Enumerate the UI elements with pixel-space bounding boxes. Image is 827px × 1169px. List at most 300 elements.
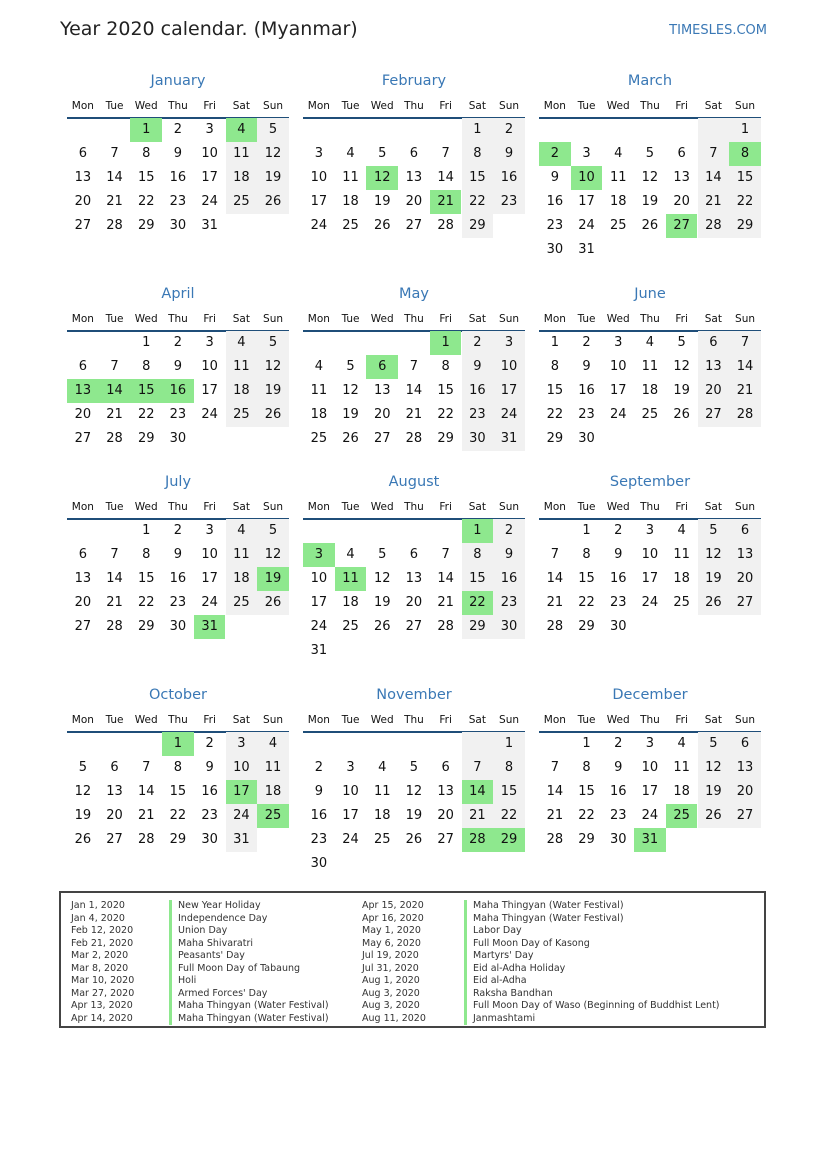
day-cell[interactable]: 31 bbox=[201, 218, 218, 233]
day-cell[interactable]: 21 bbox=[546, 595, 564, 610]
day-cell[interactable]: 2 bbox=[614, 736, 623, 751]
day-cell[interactable]: 30 bbox=[462, 427, 494, 451]
day-cell[interactable]: 20 bbox=[74, 194, 92, 209]
day-cell[interactable]: 11 bbox=[226, 543, 258, 567]
day-cell[interactable]: 27 bbox=[698, 403, 730, 427]
day-cell[interactable]: 4 bbox=[645, 335, 655, 350]
day-cell[interactable]: 25 bbox=[641, 407, 659, 422]
day-cell[interactable]: 25 bbox=[373, 832, 391, 847]
day-cell[interactable]: 21 bbox=[106, 595, 123, 610]
day-cell[interactable]: 9 bbox=[462, 355, 494, 379]
day-cell[interactable]: 25 bbox=[342, 619, 359, 634]
day-cell[interactable]: 6 bbox=[441, 760, 450, 775]
day-cell[interactable]: 30 bbox=[578, 431, 595, 446]
day-cell[interactable]: 26 bbox=[342, 431, 359, 446]
holiday-day-cell[interactable]: 4 bbox=[226, 118, 258, 142]
day-cell[interactable]: 24 bbox=[201, 194, 218, 209]
day-cell[interactable]: 6 bbox=[78, 359, 87, 374]
day-cell[interactable]: 30 bbox=[546, 242, 564, 257]
day-cell[interactable]: 4 bbox=[226, 519, 258, 543]
day-cell[interactable]: 18 bbox=[257, 780, 289, 804]
day-cell[interactable]: 11 bbox=[257, 756, 289, 780]
day-cell[interactable]: 3 bbox=[645, 736, 655, 751]
day-cell[interactable]: 27 bbox=[74, 218, 92, 233]
holiday-day-cell[interactable]: 3 bbox=[303, 543, 335, 567]
day-cell[interactable]: 10 bbox=[201, 547, 218, 562]
day-cell[interactable]: 27 bbox=[729, 804, 761, 828]
day-cell[interactable]: 5 bbox=[677, 335, 686, 350]
day-cell[interactable]: 14 bbox=[437, 170, 454, 185]
day-cell[interactable]: 13 bbox=[74, 571, 92, 586]
day-cell[interactable]: 19 bbox=[257, 379, 289, 403]
day-cell[interactable]: 7 bbox=[462, 756, 494, 780]
day-cell[interactable]: 1 bbox=[550, 335, 559, 350]
day-cell[interactable]: 10 bbox=[609, 359, 627, 374]
day-cell[interactable]: 14 bbox=[698, 166, 730, 190]
day-cell[interactable]: 17 bbox=[310, 194, 328, 209]
day-cell[interactable]: 16 bbox=[310, 808, 328, 823]
day-cell[interactable]: 5 bbox=[645, 146, 655, 161]
day-cell[interactable]: 5 bbox=[698, 732, 730, 756]
day-cell[interactable]: 21 bbox=[698, 190, 730, 214]
holiday-day-cell[interactable]: 2 bbox=[539, 142, 571, 166]
day-cell[interactable]: 7 bbox=[550, 760, 559, 775]
holiday-day-cell[interactable]: 27 bbox=[666, 214, 698, 238]
day-cell[interactable]: 22 bbox=[137, 407, 155, 422]
day-cell[interactable]: 27 bbox=[405, 218, 423, 233]
day-cell[interactable]: 19 bbox=[373, 595, 391, 610]
day-cell[interactable]: 25 bbox=[226, 591, 258, 615]
day-cell[interactable]: 29 bbox=[137, 218, 155, 233]
day-cell[interactable]: 27 bbox=[74, 619, 92, 634]
day-cell[interactable]: 30 bbox=[609, 832, 627, 847]
day-cell[interactable]: 15 bbox=[462, 166, 494, 190]
holiday-day-cell[interactable]: 28 bbox=[462, 828, 494, 852]
day-cell[interactable]: 11 bbox=[342, 170, 359, 185]
day-cell[interactable]: 26 bbox=[698, 804, 730, 828]
day-cell[interactable]: 7 bbox=[142, 760, 151, 775]
day-cell[interactable]: 25 bbox=[673, 595, 690, 610]
day-cell[interactable]: 9 bbox=[205, 760, 214, 775]
day-cell[interactable]: 6 bbox=[698, 331, 730, 355]
day-cell[interactable]: 28 bbox=[437, 619, 454, 634]
day-cell[interactable]: 6 bbox=[78, 146, 87, 161]
day-cell[interactable]: 24 bbox=[641, 808, 659, 823]
day-cell[interactable]: 25 bbox=[226, 190, 258, 214]
day-cell[interactable]: 27 bbox=[373, 431, 391, 446]
day-cell[interactable]: 28 bbox=[698, 214, 730, 238]
day-cell[interactable]: 30 bbox=[169, 619, 187, 634]
day-cell[interactable]: 5 bbox=[409, 760, 419, 775]
day-cell[interactable]: 13 bbox=[698, 355, 730, 379]
day-cell[interactable]: 6 bbox=[729, 732, 761, 756]
day-cell[interactable]: 20 bbox=[405, 595, 423, 610]
day-cell[interactable]: 29 bbox=[578, 832, 595, 847]
day-cell[interactable]: 19 bbox=[698, 567, 730, 591]
holiday-day-cell[interactable]: 11 bbox=[335, 567, 367, 591]
day-cell[interactable]: 5 bbox=[378, 146, 387, 161]
day-cell[interactable]: 31 bbox=[493, 427, 525, 451]
day-cell[interactable]: 26 bbox=[257, 190, 289, 214]
day-cell[interactable]: 30 bbox=[609, 619, 627, 634]
day-cell[interactable]: 1 bbox=[729, 118, 761, 142]
day-cell[interactable]: 23 bbox=[609, 595, 627, 610]
day-cell[interactable]: 30 bbox=[169, 218, 187, 233]
day-cell[interactable]: 4 bbox=[226, 331, 258, 355]
day-cell[interactable]: 24 bbox=[310, 218, 328, 233]
day-cell[interactable]: 30 bbox=[201, 832, 218, 847]
day-cell[interactable]: 5 bbox=[78, 760, 87, 775]
day-cell[interactable]: 10 bbox=[641, 760, 659, 775]
day-cell[interactable]: 27 bbox=[729, 591, 761, 615]
day-cell[interactable]: 18 bbox=[342, 595, 359, 610]
day-cell[interactable]: 26 bbox=[257, 403, 289, 427]
day-cell[interactable]: 9 bbox=[550, 170, 559, 185]
day-cell[interactable]: 12 bbox=[641, 170, 659, 185]
day-cell[interactable]: 16 bbox=[169, 170, 187, 185]
day-cell[interactable]: 16 bbox=[578, 383, 595, 398]
day-cell[interactable]: 2 bbox=[493, 118, 525, 142]
day-cell[interactable]: 9 bbox=[314, 784, 323, 799]
day-cell[interactable]: 2 bbox=[205, 736, 214, 751]
day-cell[interactable]: 2 bbox=[173, 122, 183, 137]
day-cell[interactable]: 8 bbox=[441, 359, 450, 374]
day-cell[interactable]: 27 bbox=[405, 619, 423, 634]
day-cell[interactable]: 23 bbox=[169, 194, 187, 209]
day-cell[interactable]: 4 bbox=[346, 547, 355, 562]
day-cell[interactable]: 18 bbox=[609, 194, 627, 209]
day-cell[interactable]: 9 bbox=[614, 547, 623, 562]
day-cell[interactable]: 15 bbox=[169, 784, 187, 799]
day-cell[interactable]: 17 bbox=[641, 784, 659, 799]
day-cell[interactable]: 16 bbox=[493, 567, 525, 591]
day-cell[interactable]: 13 bbox=[74, 170, 92, 185]
day-cell[interactable]: 16 bbox=[201, 784, 218, 799]
day-cell[interactable]: 24 bbox=[226, 804, 258, 828]
day-cell[interactable]: 14 bbox=[405, 383, 423, 398]
holiday-day-cell[interactable]: 14 bbox=[462, 780, 494, 804]
day-cell[interactable]: 29 bbox=[462, 214, 494, 238]
day-cell[interactable]: 24 bbox=[201, 407, 218, 422]
day-cell[interactable]: 23 bbox=[310, 832, 328, 847]
day-cell[interactable]: 8 bbox=[550, 359, 559, 374]
day-cell[interactable]: 22 bbox=[578, 808, 595, 823]
day-cell[interactable]: 6 bbox=[409, 547, 419, 562]
day-cell[interactable]: 17 bbox=[201, 170, 218, 185]
day-cell[interactable]: 23 bbox=[578, 407, 595, 422]
day-cell[interactable]: 31 bbox=[310, 643, 328, 658]
day-cell[interactable]: 20 bbox=[698, 379, 730, 403]
day-cell[interactable]: 24 bbox=[493, 403, 525, 427]
day-cell[interactable]: 25 bbox=[609, 218, 627, 233]
day-cell[interactable]: 8 bbox=[142, 146, 151, 161]
day-cell[interactable]: 10 bbox=[201, 359, 218, 374]
day-cell[interactable]: 13 bbox=[405, 571, 423, 586]
day-cell[interactable]: 5 bbox=[346, 359, 355, 374]
holiday-day-cell[interactable]: 15 bbox=[130, 379, 162, 403]
day-cell[interactable]: 23 bbox=[201, 808, 218, 823]
day-cell[interactable]: 28 bbox=[106, 218, 123, 233]
day-cell[interactable]: 26 bbox=[74, 832, 92, 847]
day-cell[interactable]: 20 bbox=[437, 808, 454, 823]
day-cell[interactable]: 25 bbox=[310, 431, 328, 446]
day-cell[interactable]: 6 bbox=[110, 760, 119, 775]
holiday-day-cell[interactable]: 10 bbox=[571, 166, 603, 190]
day-cell[interactable]: 26 bbox=[405, 832, 423, 847]
day-cell[interactable]: 11 bbox=[226, 142, 258, 166]
day-cell[interactable]: 18 bbox=[641, 383, 659, 398]
day-cell[interactable]: 24 bbox=[641, 595, 659, 610]
day-cell[interactable]: 15 bbox=[137, 571, 155, 586]
day-cell[interactable]: 22 bbox=[546, 407, 564, 422]
day-cell[interactable]: 1 bbox=[142, 335, 151, 350]
day-cell[interactable]: 30 bbox=[493, 615, 525, 639]
day-cell[interactable]: 7 bbox=[441, 547, 450, 562]
day-cell[interactable]: 15 bbox=[493, 780, 525, 804]
day-cell[interactable]: 23 bbox=[493, 591, 525, 615]
day-cell[interactable]: 25 bbox=[342, 218, 359, 233]
day-cell[interactable]: 26 bbox=[373, 218, 391, 233]
day-cell[interactable]: 27 bbox=[106, 832, 123, 847]
day-cell[interactable]: 9 bbox=[173, 146, 183, 161]
day-cell[interactable]: 11 bbox=[226, 355, 258, 379]
day-cell[interactable]: 3 bbox=[205, 335, 214, 350]
day-cell[interactable]: 2 bbox=[493, 519, 525, 543]
day-cell[interactable]: 19 bbox=[405, 808, 423, 823]
day-cell[interactable]: 26 bbox=[641, 218, 659, 233]
day-cell[interactable]: 13 bbox=[437, 784, 454, 799]
day-cell[interactable]: 11 bbox=[641, 359, 659, 374]
day-cell[interactable]: 2 bbox=[462, 331, 494, 355]
day-cell[interactable]: 20 bbox=[106, 808, 123, 823]
day-cell[interactable]: 29 bbox=[546, 431, 564, 446]
holiday-day-cell[interactable]: 13 bbox=[67, 379, 99, 403]
day-cell[interactable]: 11 bbox=[310, 383, 328, 398]
day-cell[interactable]: 24 bbox=[310, 619, 328, 634]
day-cell[interactable]: 17 bbox=[609, 383, 627, 398]
day-cell[interactable]: 21 bbox=[437, 595, 454, 610]
day-cell[interactable]: 15 bbox=[729, 166, 761, 190]
holiday-day-cell[interactable]: 14 bbox=[99, 379, 131, 403]
day-cell[interactable]: 20 bbox=[729, 780, 761, 804]
day-cell[interactable]: 10 bbox=[310, 571, 328, 586]
holiday-day-cell[interactable]: 12 bbox=[366, 166, 398, 190]
day-cell[interactable]: 14 bbox=[546, 784, 564, 799]
day-cell[interactable]: 24 bbox=[578, 218, 595, 233]
day-cell[interactable]: 19 bbox=[342, 407, 359, 422]
day-cell[interactable]: 4 bbox=[257, 732, 289, 756]
day-cell[interactable]: 28 bbox=[729, 403, 761, 427]
day-cell[interactable]: 22 bbox=[462, 190, 494, 214]
day-cell[interactable]: 1 bbox=[142, 523, 151, 538]
holiday-day-cell[interactable]: 25 bbox=[257, 804, 289, 828]
day-cell[interactable]: 30 bbox=[310, 856, 328, 871]
day-cell[interactable]: 19 bbox=[641, 194, 659, 209]
day-cell[interactable]: 4 bbox=[378, 760, 387, 775]
day-cell[interactable]: 14 bbox=[729, 355, 761, 379]
day-cell[interactable]: 29 bbox=[729, 214, 761, 238]
day-cell[interactable]: 12 bbox=[257, 142, 289, 166]
day-cell[interactable]: 9 bbox=[614, 760, 623, 775]
day-cell[interactable]: 25 bbox=[226, 403, 258, 427]
day-cell[interactable]: 21 bbox=[137, 808, 155, 823]
holiday-day-cell[interactable]: 6 bbox=[366, 355, 398, 379]
day-cell[interactable]: 26 bbox=[373, 619, 391, 634]
day-cell[interactable]: 20 bbox=[405, 194, 423, 209]
day-cell[interactable]: 14 bbox=[437, 571, 454, 586]
day-cell[interactable]: 18 bbox=[673, 784, 690, 799]
day-cell[interactable]: 18 bbox=[342, 194, 359, 209]
day-cell[interactable]: 4 bbox=[346, 146, 355, 161]
holiday-day-cell[interactable]: 1 bbox=[162, 732, 194, 756]
holiday-day-cell[interactable]: 19 bbox=[257, 567, 289, 591]
day-cell[interactable]: 10 bbox=[342, 784, 359, 799]
day-cell[interactable]: 12 bbox=[257, 543, 289, 567]
day-cell[interactable]: 8 bbox=[142, 359, 151, 374]
day-cell[interactable]: 28 bbox=[437, 218, 454, 233]
day-cell[interactable]: 29 bbox=[137, 431, 155, 446]
day-cell[interactable]: 20 bbox=[729, 567, 761, 591]
day-cell[interactable]: 18 bbox=[226, 166, 258, 190]
day-cell[interactable]: 19 bbox=[257, 166, 289, 190]
day-cell[interactable]: 18 bbox=[373, 808, 391, 823]
holiday-day-cell[interactable]: 22 bbox=[462, 591, 494, 615]
day-cell[interactable]: 3 bbox=[346, 760, 355, 775]
day-cell[interactable]: 18 bbox=[226, 379, 258, 403]
day-cell[interactable]: 17 bbox=[310, 595, 328, 610]
day-cell[interactable]: 8 bbox=[582, 760, 591, 775]
day-cell[interactable]: 12 bbox=[698, 756, 730, 780]
day-cell[interactable]: 10 bbox=[310, 170, 328, 185]
holiday-day-cell[interactable]: 8 bbox=[729, 142, 761, 166]
day-cell[interactable]: 21 bbox=[546, 808, 564, 823]
day-cell[interactable]: 8 bbox=[582, 547, 591, 562]
day-cell[interactable]: 3 bbox=[645, 523, 655, 538]
day-cell[interactable]: 7 bbox=[409, 359, 419, 374]
day-cell[interactable]: 28 bbox=[137, 832, 155, 847]
day-cell[interactable]: 17 bbox=[201, 383, 218, 398]
holiday-day-cell[interactable]: 1 bbox=[130, 118, 162, 142]
day-cell[interactable]: 10 bbox=[641, 547, 659, 562]
day-cell[interactable]: 6 bbox=[78, 547, 87, 562]
day-cell[interactable]: 29 bbox=[462, 615, 494, 639]
holiday-day-cell[interactable]: 31 bbox=[634, 828, 666, 852]
day-cell[interactable]: 1 bbox=[493, 732, 525, 756]
day-cell[interactable]: 21 bbox=[106, 407, 123, 422]
day-cell[interactable]: 1 bbox=[462, 118, 494, 142]
day-cell[interactable]: 31 bbox=[578, 242, 595, 257]
site-link[interactable]: TIMESLES.COM bbox=[669, 23, 767, 38]
day-cell[interactable]: 3 bbox=[205, 523, 214, 538]
day-cell[interactable]: 3 bbox=[614, 335, 623, 350]
day-cell[interactable]: 13 bbox=[729, 756, 761, 780]
day-cell[interactable]: 28 bbox=[106, 431, 123, 446]
holiday-day-cell[interactable]: 16 bbox=[162, 379, 194, 403]
day-cell[interactable]: 10 bbox=[493, 355, 525, 379]
day-cell[interactable]: 4 bbox=[614, 146, 623, 161]
day-cell[interactable]: 15 bbox=[137, 170, 155, 185]
day-cell[interactable]: 17 bbox=[493, 379, 525, 403]
day-cell[interactable]: 3 bbox=[205, 122, 214, 137]
day-cell[interactable]: 16 bbox=[493, 166, 525, 190]
day-cell[interactable]: 22 bbox=[137, 194, 155, 209]
day-cell[interactable]: 23 bbox=[169, 407, 187, 422]
day-cell[interactable]: 15 bbox=[578, 571, 595, 586]
day-cell[interactable]: 3 bbox=[493, 331, 525, 355]
day-cell[interactable]: 20 bbox=[373, 407, 391, 422]
day-cell[interactable]: 16 bbox=[609, 784, 627, 799]
day-cell[interactable]: 2 bbox=[173, 335, 183, 350]
day-cell[interactable]: 13 bbox=[673, 170, 690, 185]
day-cell[interactable]: 11 bbox=[673, 760, 690, 775]
day-cell[interactable]: 27 bbox=[74, 431, 92, 446]
day-cell[interactable]: 29 bbox=[578, 619, 595, 634]
day-cell[interactable]: 16 bbox=[609, 571, 627, 586]
day-cell[interactable]: 10 bbox=[226, 756, 258, 780]
day-cell[interactable]: 3 bbox=[226, 732, 258, 756]
day-cell[interactable]: 15 bbox=[546, 383, 564, 398]
day-cell[interactable]: 6 bbox=[729, 519, 761, 543]
day-cell[interactable]: 1 bbox=[582, 736, 591, 751]
day-cell[interactable]: 21 bbox=[462, 804, 494, 828]
day-cell[interactable]: 12 bbox=[74, 784, 92, 799]
day-cell[interactable]: 11 bbox=[609, 170, 627, 185]
day-cell[interactable]: 4 bbox=[314, 359, 323, 374]
day-cell[interactable]: 3 bbox=[314, 146, 323, 161]
day-cell[interactable]: 26 bbox=[698, 591, 730, 615]
day-cell[interactable]: 8 bbox=[142, 547, 151, 562]
day-cell[interactable]: 13 bbox=[729, 543, 761, 567]
day-cell[interactable]: 13 bbox=[405, 170, 423, 185]
day-cell[interactable]: 11 bbox=[373, 784, 391, 799]
day-cell[interactable]: 9 bbox=[173, 359, 183, 374]
holiday-day-cell[interactable]: 21 bbox=[430, 190, 462, 214]
day-cell[interactable]: 7 bbox=[698, 142, 730, 166]
day-cell[interactable]: 12 bbox=[373, 571, 391, 586]
day-cell[interactable]: 20 bbox=[673, 194, 690, 209]
holiday-day-cell[interactable]: 25 bbox=[666, 804, 698, 828]
day-cell[interactable]: 14 bbox=[106, 571, 123, 586]
day-cell[interactable]: 7 bbox=[110, 359, 119, 374]
day-cell[interactable]: 7 bbox=[110, 146, 119, 161]
day-cell[interactable]: 4 bbox=[677, 523, 686, 538]
day-cell[interactable]: 20 bbox=[74, 595, 92, 610]
day-cell[interactable]: 26 bbox=[673, 407, 690, 422]
day-cell[interactable]: 22 bbox=[493, 804, 525, 828]
day-cell[interactable]: 8 bbox=[462, 142, 494, 166]
day-cell[interactable]: 3 bbox=[582, 146, 591, 161]
day-cell[interactable]: 1 bbox=[582, 523, 591, 538]
day-cell[interactable]: 22 bbox=[137, 595, 155, 610]
day-cell[interactable]: 6 bbox=[409, 146, 419, 161]
day-cell[interactable]: 23 bbox=[169, 595, 187, 610]
day-cell[interactable]: 17 bbox=[342, 808, 359, 823]
day-cell[interactable]: 19 bbox=[673, 383, 690, 398]
day-cell[interactable]: 23 bbox=[609, 808, 627, 823]
day-cell[interactable]: 17 bbox=[641, 571, 659, 586]
day-cell[interactable]: 5 bbox=[698, 519, 730, 543]
day-cell[interactable]: 9 bbox=[493, 543, 525, 567]
day-cell[interactable]: 12 bbox=[405, 784, 423, 799]
day-cell[interactable]: 4 bbox=[677, 736, 686, 751]
holiday-day-cell[interactable]: 29 bbox=[493, 828, 525, 852]
day-cell[interactable]: 19 bbox=[74, 808, 92, 823]
day-cell[interactable]: 16 bbox=[462, 379, 494, 403]
day-cell[interactable]: 20 bbox=[74, 407, 92, 422]
day-cell[interactable]: 18 bbox=[310, 407, 328, 422]
day-cell[interactable]: 19 bbox=[373, 194, 391, 209]
day-cell[interactable]: 28 bbox=[546, 832, 564, 847]
